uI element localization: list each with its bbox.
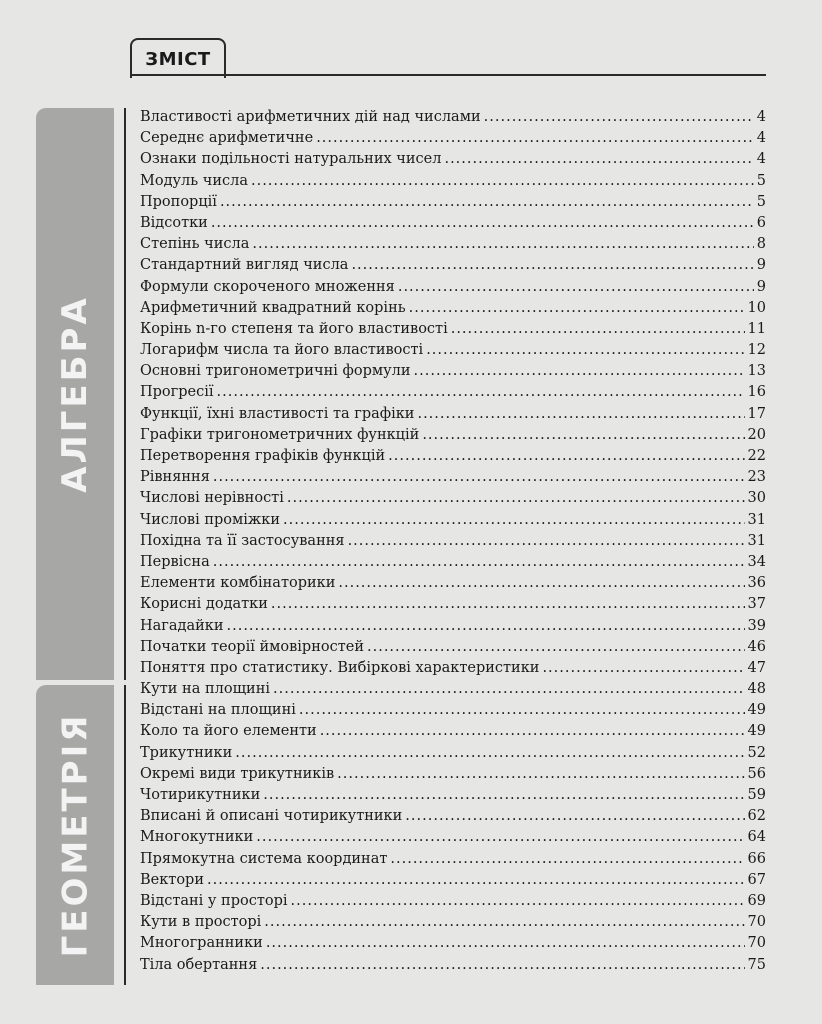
- toc-entry-page: 8: [756, 236, 766, 253]
- toc-entry: [140, 361, 766, 382]
- toc-entry: [140, 171, 766, 192]
- toc-entry-title: Відстані на площині: [140, 702, 296, 719]
- toc-entry-title: Ознаки подільності натуральних чисел: [140, 151, 442, 168]
- toc-entry-title: Первісна: [140, 553, 210, 570]
- toc-entry: [140, 149, 766, 170]
- toc-entry-title: Поняття про статистику. Вибіркові характеристики: [140, 659, 540, 676]
- toc-entry-title: Окремі види трикутників: [140, 765, 335, 782]
- toc-leader-dots: [422, 425, 744, 446]
- toc-entry-page: 4: [756, 109, 766, 125]
- toc-entry: [140, 340, 766, 361]
- toc-entry-page: 70: [747, 935, 766, 952]
- toc-entry-page: 30: [747, 490, 766, 507]
- toc-entry-title: Відсотки: [140, 214, 208, 231]
- toc-leader-dots: [390, 849, 744, 870]
- toc-entry-page: 17: [747, 405, 766, 422]
- section-tab-algebra: [36, 108, 114, 680]
- toc-entry-title: Числові проміжки: [140, 511, 281, 528]
- toc-entry: [140, 785, 766, 806]
- toc-leader-dots: [271, 594, 745, 615]
- toc-leader-dots: [542, 658, 744, 679]
- toc-entry-title: Елементи комбінаторики: [140, 575, 336, 592]
- toc-entry-page: 66: [747, 850, 766, 867]
- toc-entry-page: 10: [747, 299, 766, 316]
- toc-entry-title: Модуль числа: [140, 172, 248, 189]
- toc-leader-dots: [291, 891, 745, 912]
- toc-leader-dots: [207, 870, 745, 891]
- toc-entry-page: 64: [747, 829, 766, 846]
- toc-entry: [140, 616, 766, 637]
- toc-entry-page: 4: [756, 130, 766, 147]
- toc-entry-page: 31: [747, 511, 766, 528]
- toc-entry-title: Тіла обертання: [140, 956, 258, 973]
- toc-entry-title: Корисні додатки: [140, 596, 268, 613]
- toc-entry: [140, 679, 766, 700]
- toc-entry: [140, 234, 766, 255]
- toc-entry-page: 75: [747, 956, 766, 973]
- toc-leader-dots: [405, 806, 744, 827]
- toc-entry-title: Формули скороченого множення: [140, 278, 395, 295]
- toc-entry-title: Логарифм числа та його властивості: [140, 342, 424, 359]
- header-rule: [130, 74, 766, 76]
- toc-entry: [140, 277, 766, 298]
- toc-entry-page: 49: [747, 723, 766, 740]
- toc-entry: [140, 870, 766, 891]
- toc-entry-page: 20: [747, 426, 766, 443]
- toc-leader-dots: [235, 743, 744, 764]
- toc-leader-dots: [217, 382, 745, 403]
- toc-entry-page: 9: [756, 278, 766, 295]
- toc-entry-page: 6: [756, 214, 766, 231]
- toc-entry-page: 23: [747, 469, 766, 486]
- toc-entry-page: 49: [747, 702, 766, 719]
- toc-entry-page: 47: [747, 659, 766, 676]
- toc-entry-page: 5: [756, 172, 766, 189]
- toc-leader-dots: [263, 785, 744, 806]
- toc-entry: [140, 849, 766, 870]
- toc-entry-title: Стандартний вигляд числа: [140, 257, 349, 274]
- toc-leader-dots: [338, 573, 744, 594]
- toc-entry-title: Корінь n-го степеня та його властивості: [140, 320, 448, 337]
- toc-entry: [140, 594, 766, 615]
- toc-entry: [140, 192, 766, 213]
- toc-entry-title: Початки теорії ймовірностей: [140, 638, 364, 655]
- toc-entry-title: Нагадайки: [140, 617, 224, 634]
- toc-entry-title: Властивості арифметичних дій над числами: [140, 109, 481, 125]
- toc-entry-title: Рівняння: [140, 469, 210, 486]
- toc-entry: [140, 933, 766, 954]
- toc-entry-page: 37: [747, 596, 766, 613]
- toc-entry: [140, 128, 766, 149]
- section-label-algebra: АЛГЕБРА: [55, 295, 95, 493]
- toc-entry: [140, 721, 766, 742]
- toc-leader-dots: [260, 955, 744, 976]
- toc-entry-title: Арифметичний квадратний корінь: [140, 299, 406, 316]
- toc-leader-dots: [320, 721, 745, 742]
- toc-entry: [140, 912, 766, 933]
- toc-leader-dots: [351, 255, 753, 276]
- toc-leader-dots: [398, 277, 754, 298]
- toc-leader-dots: [220, 192, 754, 213]
- toc-entry: [140, 573, 766, 594]
- toc-entry-page: 5: [756, 193, 766, 210]
- toc-leader-dots: [227, 616, 745, 637]
- toc-entry-title: Числові нерівності: [140, 490, 284, 507]
- toc-entry: [140, 107, 766, 128]
- toc-entry-title: Прогресії: [140, 384, 214, 401]
- toc-entry: [140, 658, 766, 679]
- toc-entry-page: 52: [747, 744, 766, 761]
- toc-leader-dots: [299, 700, 745, 721]
- toc-entry-title: Коло та його елементи: [140, 723, 317, 740]
- toc-leader-dots: [251, 171, 754, 192]
- toc-entry-title: Перетворення графіків функцій: [140, 448, 386, 464]
- section-label-geometry: ГЕОМЕТРІЯ: [55, 712, 96, 958]
- toc-entry-page: 13: [747, 363, 766, 380]
- section-divider-algebra: [124, 108, 126, 680]
- section-tab-geometry: [36, 685, 114, 985]
- toc-entry-page: 46: [747, 638, 766, 655]
- toc-leader-dots: [213, 552, 745, 573]
- toc-entry-page: 4: [756, 151, 766, 168]
- toc-entry: [140, 488, 766, 509]
- toc-entry-title: Прямокутна система координат: [140, 850, 388, 867]
- toc-entry: [140, 404, 766, 425]
- toc-leader-dots: [273, 679, 745, 700]
- toc-entry: [140, 955, 766, 976]
- toc-entry-title: Функції, їхні властивості та графіки: [140, 405, 415, 422]
- toc-entry: [140, 425, 766, 446]
- toc-entry-page: 16: [747, 384, 766, 401]
- toc-leader-dots: [211, 213, 754, 234]
- toc-leader-dots: [414, 361, 745, 382]
- toc-entry: [140, 382, 766, 403]
- toc-entry-page: 36: [747, 575, 766, 592]
- toc-entry-page: 12: [747, 342, 766, 359]
- toc-entry: [140, 806, 766, 827]
- toc-entry-title: Многогранники: [140, 935, 263, 952]
- toc-entry-page: 22: [747, 448, 766, 464]
- toc-leader-dots: [484, 107, 754, 128]
- toc-entry-title: Графіки тригонометричних функцій: [140, 426, 420, 443]
- toc-entry-title: Трикутники: [140, 744, 233, 761]
- toc-entry: [140, 891, 766, 912]
- toc-entry: [140, 255, 766, 276]
- toc-leader-dots: [287, 488, 745, 509]
- toc-entry: [140, 319, 766, 340]
- toc-entry-title: Вписані й описані чотирикутники: [140, 808, 403, 825]
- toc-entry: [140, 467, 766, 488]
- toc-entry: [140, 531, 766, 552]
- toc-leader-dots: [256, 827, 744, 848]
- toc-entry-title: Відстані у просторі: [140, 892, 288, 909]
- toc-entry: [140, 827, 766, 848]
- toc-leader-dots: [426, 340, 744, 361]
- toc-entry-title: Многокутники: [140, 829, 254, 846]
- toc-leader-dots: [388, 446, 744, 467]
- toc-leader-dots: [444, 149, 753, 170]
- toc-leader-dots: [409, 298, 745, 319]
- toc-leader-dots: [266, 933, 745, 954]
- toc-entry-title: Пропорції: [140, 193, 217, 210]
- toc-entry-title: Степінь числа: [140, 236, 250, 253]
- section-divider-geometry: [124, 685, 126, 985]
- toc-entry: [140, 298, 766, 319]
- toc-leader-dots: [283, 510, 745, 531]
- toc-entry: [140, 700, 766, 721]
- toc-entry-page: 11: [747, 320, 766, 337]
- toc-leader-dots: [451, 319, 745, 340]
- toc-entry: [140, 552, 766, 573]
- toc-leader-dots: [348, 531, 745, 552]
- toc-entry-title: Вектори: [140, 871, 204, 888]
- toc-entry: [140, 446, 766, 467]
- toc-leader-dots: [316, 128, 754, 149]
- toc-entry-page: 70: [747, 914, 766, 931]
- toc-leader-dots: [264, 912, 744, 933]
- toc-entry-page: 59: [747, 787, 766, 803]
- toc-entry-page: 62: [747, 808, 766, 825]
- toc-entry-page: 39: [747, 617, 766, 634]
- toc-entry-title: Основні тригонометричні формули: [140, 363, 411, 380]
- toc-entry: [140, 743, 766, 764]
- toc-entry-title: Чотирикутники: [140, 787, 261, 803]
- toc-entry-title: Похідна та її застосування: [140, 532, 345, 549]
- toc-entry-page: 9: [756, 257, 766, 274]
- toc-leader-dots: [417, 404, 744, 425]
- toc-entry-page: 67: [747, 871, 766, 888]
- toc-entry-page: 56: [747, 765, 766, 782]
- toc-entry: [140, 510, 766, 531]
- toc-entry: [140, 637, 766, 658]
- table-of-contents: [140, 107, 766, 976]
- toc-entry-page: 69: [747, 892, 766, 909]
- toc-entry-title: Середнє арифметичне: [140, 130, 314, 147]
- toc-entry-page: 34: [747, 553, 766, 570]
- toc-entry: [140, 764, 766, 785]
- toc-leader-dots: [337, 764, 744, 785]
- toc-entry-page: 31: [747, 532, 766, 549]
- toc-leader-dots: [367, 637, 745, 658]
- toc-entry-title: Кути в просторі: [140, 914, 262, 931]
- toc-entry-title: Кути на площині: [140, 681, 271, 698]
- page-title: ЗМІСТ: [130, 38, 226, 78]
- toc-leader-dots: [213, 467, 745, 488]
- toc-entry: [140, 213, 766, 234]
- toc-entry-page: 48: [747, 681, 766, 698]
- toc-leader-dots: [252, 234, 753, 255]
